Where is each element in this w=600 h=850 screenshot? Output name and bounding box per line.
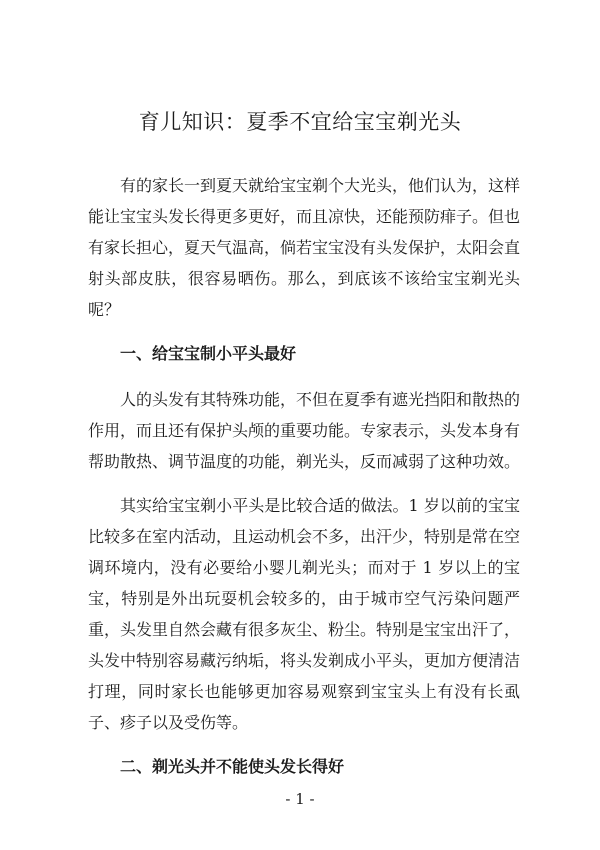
intro-paragraph: 有的家长一到夏天就给宝宝剃个大光头，他们认为，这样能让宝宝头发长得更多更好，而且凉快，还能预防痱子。但也有家长担心，夏天气温高，倘若宝宝没有头发保护，太阳会直射头部皮肤，很容易晒伤。那么，到底该不该给宝宝剃光头呢？ xyxy=(88,176,521,319)
document-body xyxy=(88,170,520,797)
page-number: - 1 - xyxy=(285,790,315,808)
section-1-heading: 一、给宝宝制小平头最好 xyxy=(120,344,297,363)
section-2-heading: 二、剃光头并不能使头发长得好 xyxy=(120,757,345,776)
section-1-paragraph-1: 人的头发有其特殊功能，不但在夏季有遮光挡阳和散热的作用，而且还有保护头颅的重要功能。专家表示，头发本身有帮助散热、调节温度的功能，剃光头，反而减弱了这种功效。 xyxy=(88,390,521,471)
document-title: 育儿知识：夏季不宜给宝宝剃光头 xyxy=(138,110,462,134)
section-1-paragraph-2: 其实给宝宝剃小平头是比较合适的做法。1 岁以前的宝宝比较多在室内活动，且运动机会不多，出汗少，特别是常在空调环境内，没有必要给小婴儿剃光头；而对于 1 岁以上的宝宝，特别是外出玩耍机会较多的，由于城市空气污染问题严重，头发里自然会藏有很多灰尘、粉尘。特别是宝宝出汗了，头发中特别容易藏污纳垢，将头发剃成小平头，更加方便清洁打理，同时家长也能够更加容易观察到宝宝头上有没有长虱子、疹子以及受伤等。 xyxy=(88,496,521,732)
